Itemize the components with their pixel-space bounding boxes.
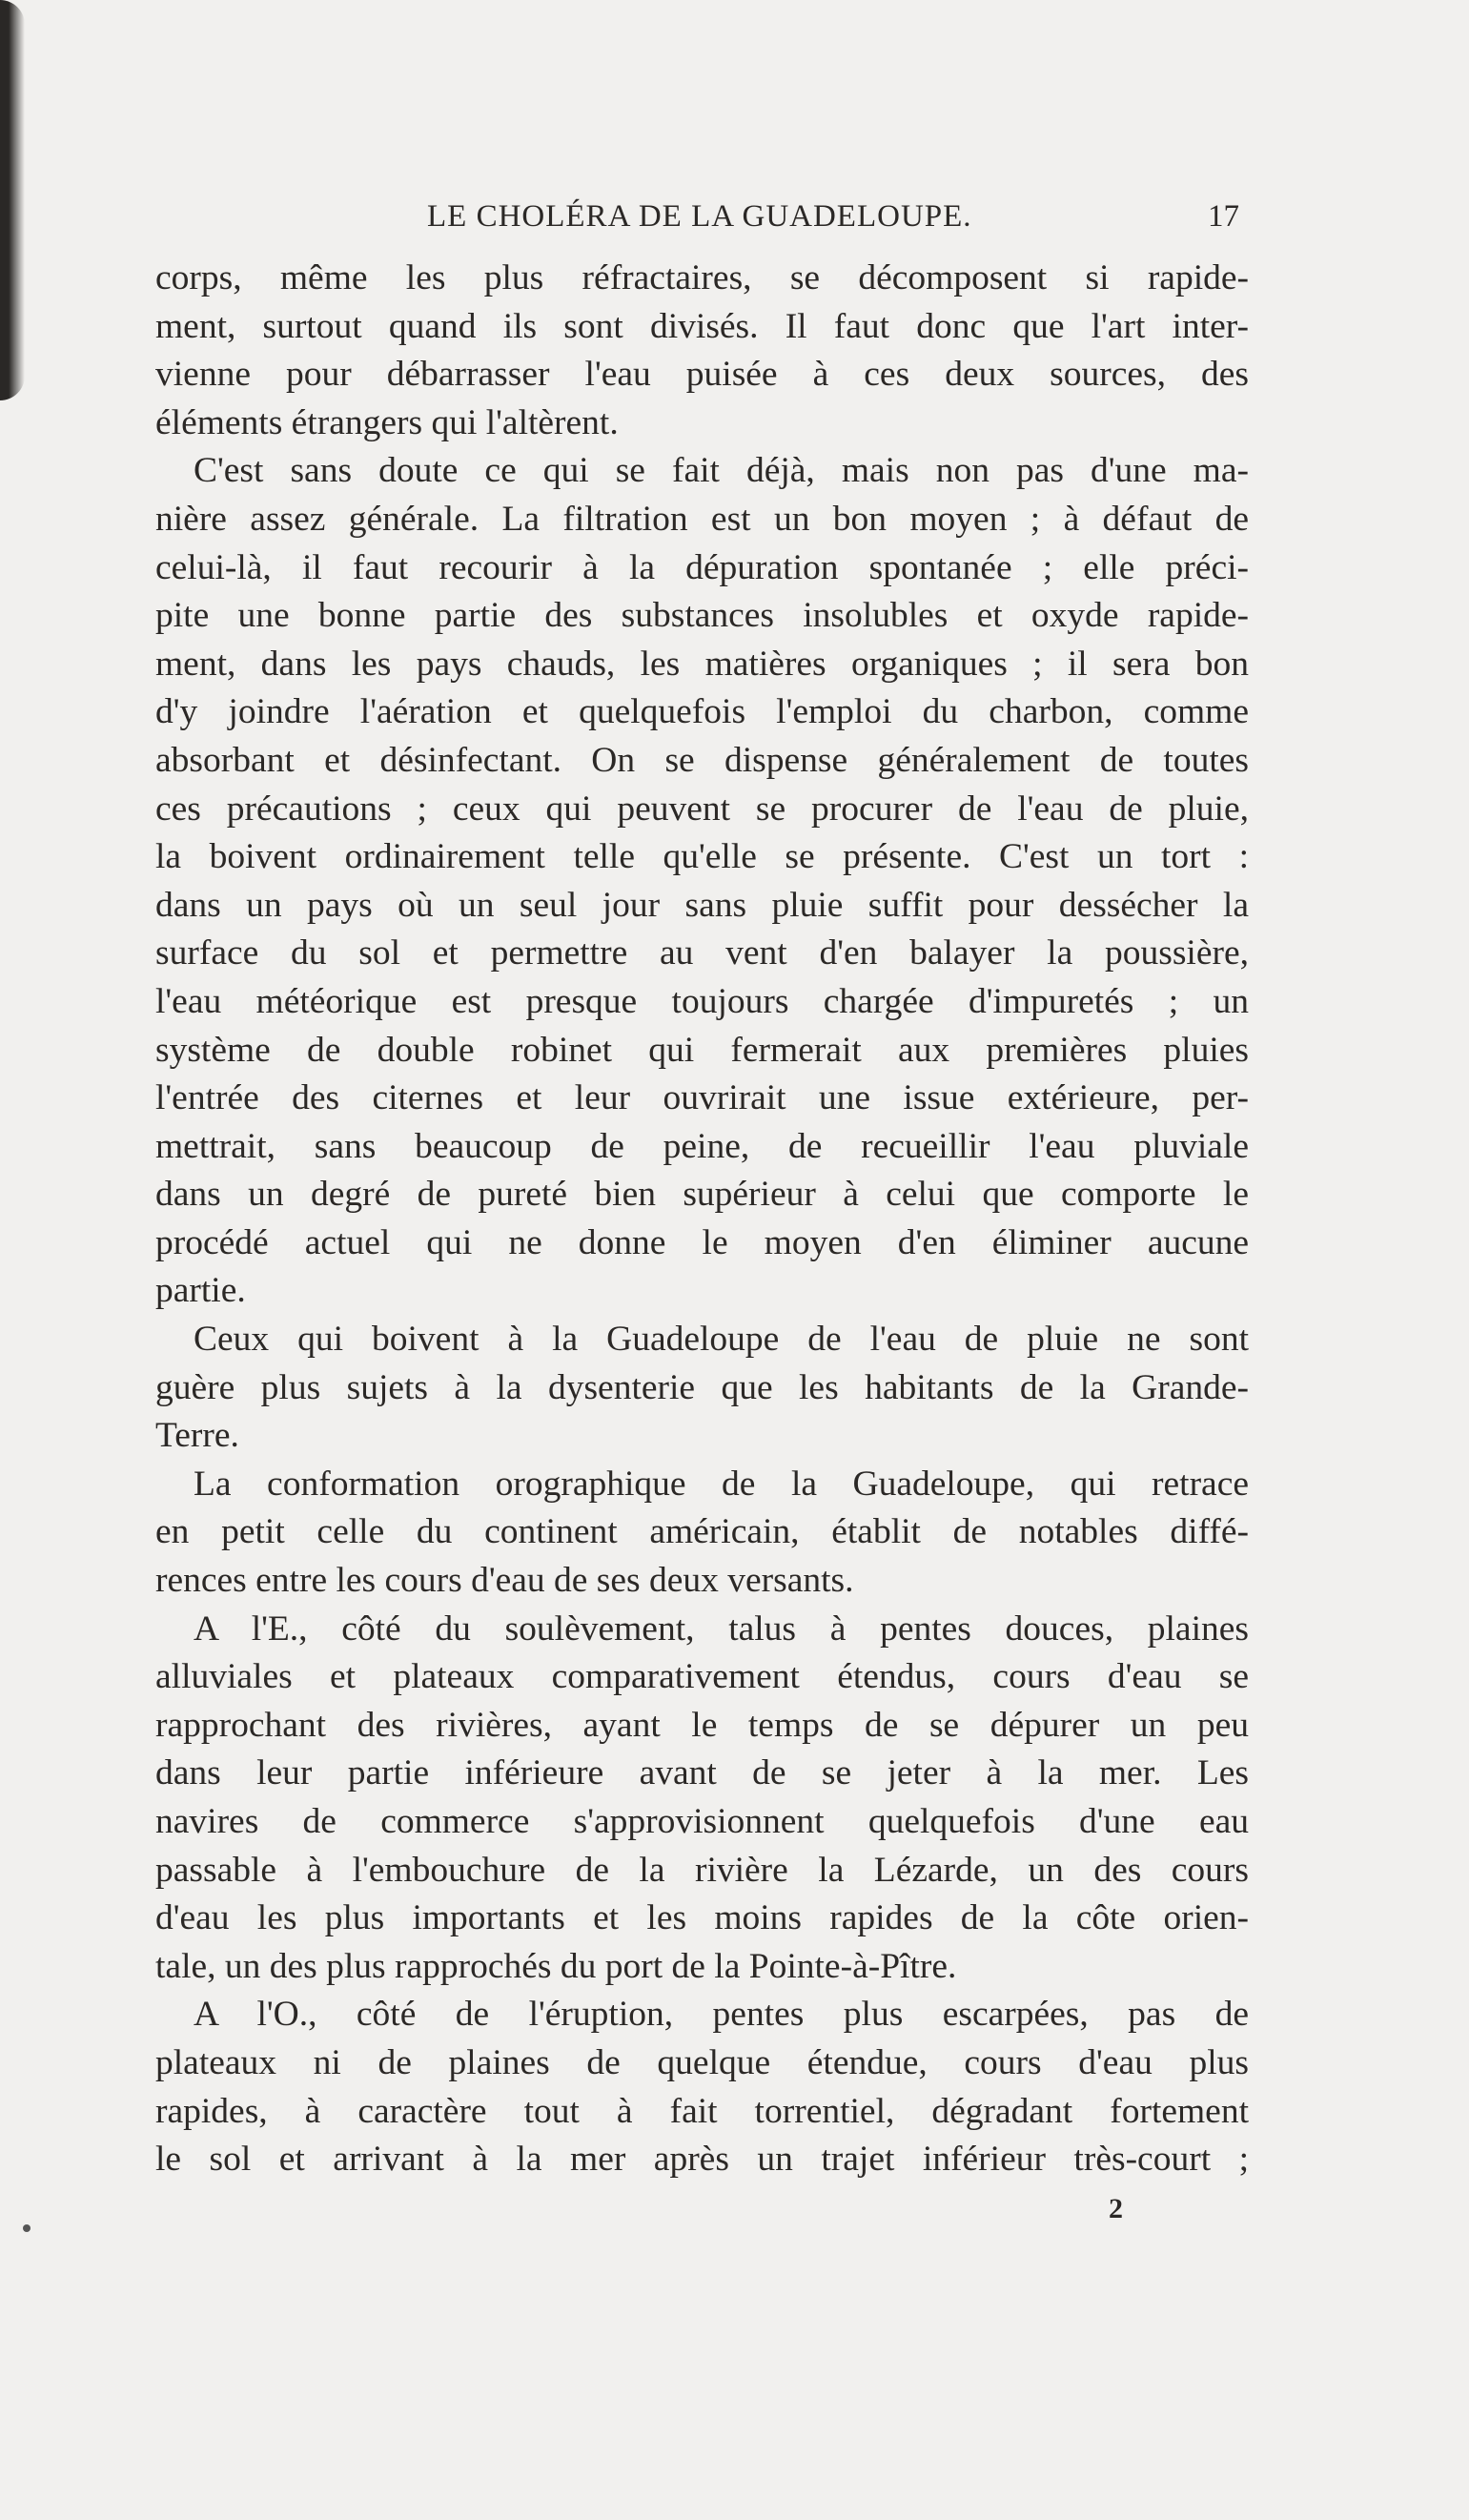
text-line: A l'E., côté du soulèvement, talus à pentes douces, plaines [194, 1608, 1249, 1649]
text-line: plateaux ni de plaines de quelque étendue, cours d'eau plus [155, 2042, 1249, 2082]
text-line: Terre. [155, 1416, 239, 1456]
body-text [155, 255, 1249, 2184]
text-line: ment, surtout quand ils sont divisés. Il faut donc que l'art inter- [155, 306, 1249, 346]
text-line: La conformation orographique de la Guadeloupe, qui retrace [194, 1464, 1249, 1504]
text-line: ces précautions ; ceux qui peuvent se procurer de l'eau de pluie, [155, 789, 1249, 829]
page-number: 17 [1208, 199, 1239, 234]
text-line: procédé actuel qui ne donne le moyen d'en éliminer aucune [155, 1222, 1249, 1262]
text-line: alluviales et plateaux comparativement étendus, cours d'eau se [155, 1657, 1249, 1697]
text-line: éléments étrangers qui l'altèrent. [155, 402, 619, 442]
text-line: système de double robinet qui fermerait aux premières pluies [155, 1030, 1249, 1070]
text-line: en petit celle du continent américain, établit de notables diffé- [155, 1512, 1249, 1552]
text-line: absorbant et désinfectant. On se dispense généralement de toutes [155, 740, 1249, 780]
text-line: rapides, à caractère tout à fait torrentiel, dégradant fortement [155, 2091, 1249, 2131]
text-line: corps, même les plus réfractaires, se décomposent si rapide- [155, 258, 1249, 297]
text-line: vienne pour débarrasser l'eau puisée à ces deux sources, des [155, 355, 1249, 395]
text-line: A l'O., côté de l'éruption, pentes plus escarpées, pas de [194, 1995, 1249, 2035]
running-title: LE CHOLÉRA DE LA GUADELOUPE. [427, 199, 972, 234]
text-line: navires de commerce s'approvisionnent quelquefois d'une eau [155, 1802, 1249, 1841]
text-line: guère plus sujets à la dysenterie que les habitants de la Grande- [155, 1367, 1249, 1407]
text-line: ment, dans les pays chauds, les matières organiques ; il sera bon [155, 644, 1249, 684]
text-line: passable à l'embouchure de la rivière la Lézarde, un des cours [155, 1850, 1249, 1890]
text-line: celui-là, il faut recourir à la dépuration spontanée ; elle préci- [155, 547, 1249, 587]
text-line: d'eau les plus importants et les moins rapides de la côte orien- [155, 1898, 1249, 1938]
text-line: rapprochant des rivières, ayant le temps de se dépurer un peu [155, 1705, 1249, 1745]
page-edge-shadow [0, 0, 25, 400]
text-line: nière assez générale. La filtration est un bon moyen ; à défaut de [155, 499, 1249, 539]
signature-mark: 2 [1109, 2193, 1123, 2224]
text-line: le sol et arrivant à la mer après un trajet inférieur très-court ; [155, 2140, 1249, 2180]
text-line: partie. [155, 1271, 246, 1311]
text-line: l'entrée des citernes et leur ouvrirait une issue extérieure, per- [155, 1078, 1249, 1118]
text-line: l'eau météorique est presque toujours chargée d'impuretés ; un [155, 981, 1249, 1021]
text-line: tale, un des plus rapprochés du port de la Pointe-à-Pître. [155, 1946, 957, 1986]
text-line: Ceux qui boivent à la Guadeloupe de l'eau de pluie ne sont [194, 1320, 1249, 1360]
text-line: dans un degré de pureté bien supérieur à celui que comporte le [155, 1175, 1249, 1215]
text-line: C'est sans doute ce qui se fait déjà, mais non pas d'une ma- [194, 451, 1249, 491]
running-head [157, 193, 1249, 240]
text-line: rences entre les cours d'eau de ses deux versants. [155, 1561, 854, 1601]
text-line: pite une bonne partie des substances insolubles et oxyde rapide- [155, 596, 1249, 636]
text-line: surface du sol et permettre au vent d'en balayer la poussière, [155, 933, 1249, 973]
text-line: la boivent ordinairement telle qu'elle se présente. C'est un tort : [155, 837, 1249, 877]
text-line: dans leur partie inférieure avant de se jeter à la mer. Les [155, 1753, 1249, 1793]
text-line: dans un pays où un seul jour sans pluie suffit pour dessécher la [155, 885, 1249, 925]
text-line: mettrait, sans beaucoup de peine, de recueillir l'eau pluviale [155, 1126, 1249, 1166]
text-line: d'y joindre l'aération et quelquefois l'emploi du charbon, comme [155, 692, 1249, 732]
paper-speck [23, 2224, 31, 2232]
